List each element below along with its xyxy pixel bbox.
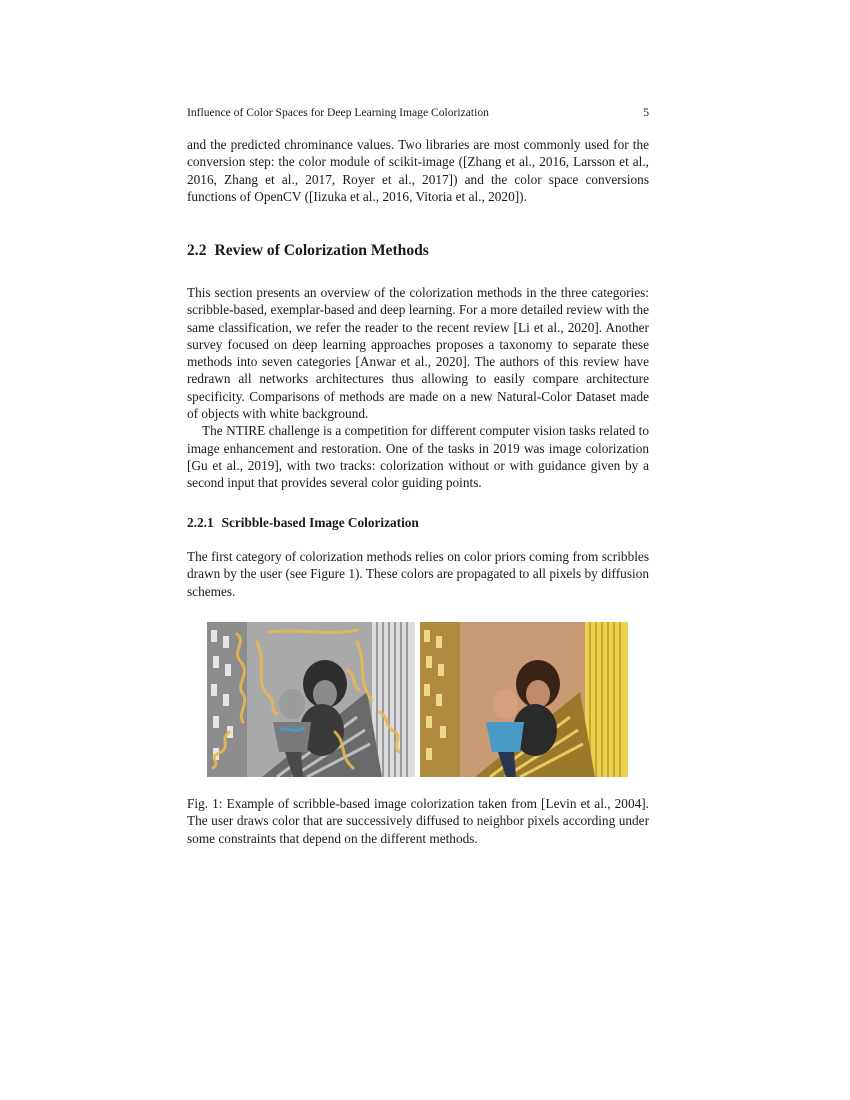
section-body bbox=[187, 284, 649, 492]
intro-paragraph: and the predicted chrominance values. Two libraries are most commonly used for the conversion step: the color module of scikit-image ([Zhang et al., 2016, Larsson et al., 2016, Zhang et al., 2017, Royer et al., 2017]) and the color space conversions functions of OpenCV ([Iizuka et al., 2016, Vitoria et al., 2020]). bbox=[187, 137, 649, 204]
running-header bbox=[187, 105, 649, 121]
scribble-input-image bbox=[207, 622, 415, 777]
subsection-paragraph: The first category of colorization methods relies on color priors coming from scribbles drawn by the user (see Figure 1). These colors are propagated to all pixels by diffusion schemes. bbox=[187, 549, 649, 599]
section-paragraph-1: This section presents an overview of the colorization methods in the three categories: scribble-based, exemplar-based and deep learning. For a more detailed review with the same classification, we refer the reader to the recent review [Li et al., 2020]. Another survey focused on deep learning approaches proposes a taxonomy to separate these methods into seven categories [Anwar et al., 2020]. The authors of this review have redrawn all networks architectures thus allowing to easily compare architecture specificity. Comparisons of methods are made on a new Natural-Color Dataset made of objects with white background. bbox=[187, 285, 649, 422]
section-number: 2.2 bbox=[187, 242, 207, 259]
section-heading bbox=[187, 241, 649, 261]
subsection-heading bbox=[187, 514, 649, 532]
figure-caption: Fig. 1: Example of scribble-based image colorization taken from [Levin et al., 2004]. The user draws color that are successively diffused to neighbor pixels according under some constraints that depend on the different methods. bbox=[187, 796, 649, 846]
section-title: Review of Colorization Methods bbox=[214, 242, 429, 259]
subsection-number: 2.2.1 bbox=[187, 515, 214, 530]
subsection-body bbox=[187, 548, 649, 600]
section-paragraph-2: The NTIRE challenge is a competition for different computer vision tasks related to image enhancement and restoration. One of the tasks in 2019 was image colorization [Gu et al., 2019], with two tracks: colorization without or with guidance given by a second input that provides several color guiding points. bbox=[187, 423, 649, 491]
subsection-title: Scribble-based Image Colorization bbox=[221, 515, 419, 530]
running-title: Influence of Color Spaces for Deep Learning Image Colorization bbox=[187, 106, 489, 119]
page-number: 5 bbox=[643, 106, 649, 119]
intro-paragraph-block bbox=[187, 136, 649, 205]
figure-1 bbox=[207, 622, 628, 777]
colorized-output-image bbox=[420, 622, 628, 777]
